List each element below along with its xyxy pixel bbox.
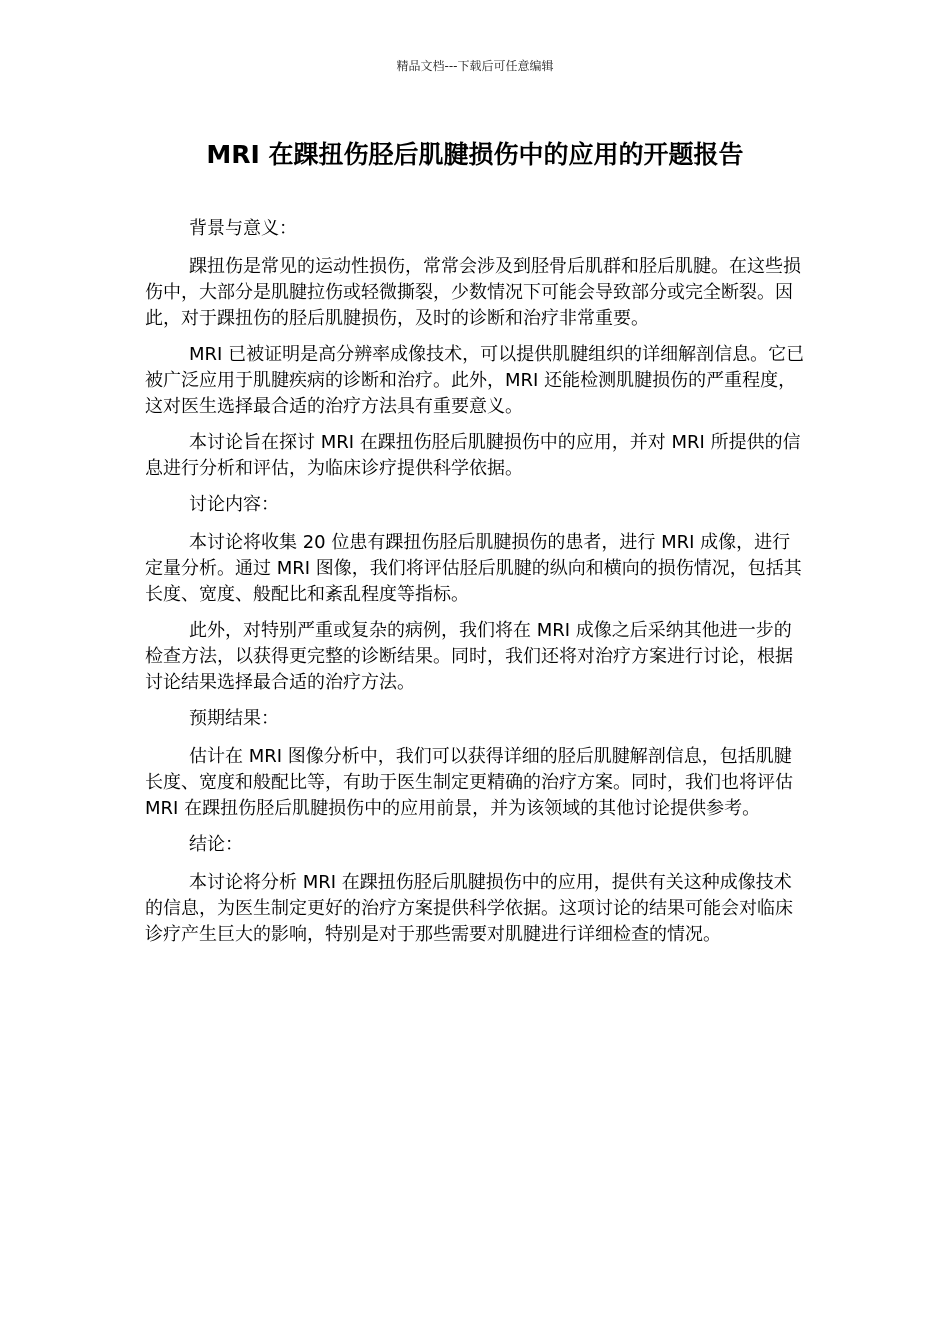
paragraph-background-1: 踝扭伤是常见的运动性损伤，常常会涉及到胫骨后肌群和胫后肌腱。在这些损伤中，大部分是肌腱拉伤或轻微撕裂，少数情况下可能会导致部分或完全断裂。因此，对于踝扭伤的胫后肌腱损伤，及时的诊断和治疗非常重要。 bbox=[145, 256, 801, 329]
page-title: MRI 在踝扭伤胫后肌腱损伤中的应用的开题报告 bbox=[206, 140, 744, 169]
paragraph-content-2: 此外，对特别严重或复杂的病例，我们将在 MRI 成像之后采纳其他进一步的检查方法，以获得更完整的诊断结果。同时，我们还将对治疗方案进行讨论，根据讨论结果选择最合适的治疗方法。 bbox=[145, 620, 793, 693]
paragraph-content-1: 本讨论将收集 20 位患有踝扭伤胫后肌腱损伤的患者，进行 MRI 成像，进行定量分析。通过 MRI 图像，我们将评估胫后肌腱的纵向和横向的损伤情况，包括其长度、宽度、般配比和紊乱程度等指标。 bbox=[145, 532, 802, 605]
header-note: 精品文档---下载后可任意编辑 bbox=[396, 59, 554, 73]
paragraph-conclusion: 本讨论将分析 MRI 在踝扭伤胫后肌腱损伤中的应用，提供有关这种成像技术的信息，为医生制定更好的治疗方案提供科学依据。这项讨论的结果可能会对临床诊疗产生巨大的影响，特别是对于那些需要对肌腱进行详细检查的情况。 bbox=[145, 872, 793, 945]
section-heading-conclusion: 结论： bbox=[189, 834, 243, 855]
paragraph-background-3: 本讨论旨在探讨 MRI 在踝扭伤胫后肌腱损伤中的应用，并对 MRI 所提供的信息进行分析和评估，为临床诊疗提供科学依据。 bbox=[145, 432, 801, 479]
section-heading-background: 背景与意义： bbox=[189, 218, 297, 239]
paragraph-expected-results: 估计在 MRI 图像分析中，我们可以获得详细的胫后肌腱解剖信息，包括肌腱长度、宽度和般配比等，有助于医生制定更精确的治疗方案。同时，我们也将评估 MRI 在踝扭伤胫后肌腱损伤中的应用前景，并为该领域的其他讨论提供参考。 bbox=[145, 746, 793, 819]
section-heading-expected-results: 预期结果： bbox=[189, 708, 279, 729]
document-body bbox=[145, 216, 805, 958]
section-heading-content: 讨论内容： bbox=[189, 494, 279, 515]
paragraph-background-2: MRI 已被证明是高分辨率成像技术，可以提供肌腱组织的详细解剖信息。它已被广泛应用于肌腱疾病的诊断和治疗。此外，MRI 还能检测肌腱损伤的严重程度，这对医生选择最合适的治疗方法具有重要意义。 bbox=[145, 344, 805, 417]
